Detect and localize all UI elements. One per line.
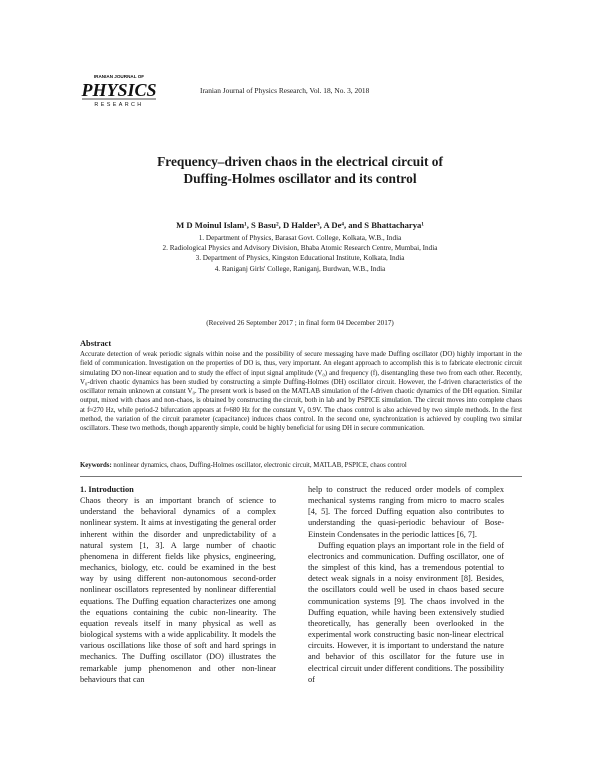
affiliation-4: 4. Raniganj Girls' College, Raniganj, Burdwan, W.B., India	[214, 264, 386, 273]
body-paragraph: Chaos theory is an important branch of science to understand the behavioral dynamics of a complex nonlinear system. It aims at investigating the general order inherent within the disorder and unpredictability of a natural system [1, 3]. A large number of chaotic phenomena in different fields like physics, engineering, mechanics, biology, etc. could be examined in the best way by using different non-autonomous second-order nonlinear oscillators represented by nonlinear differential equations. The Duffing equation characterizes one among the equations containing the cubic non-linearity. The equation reveals itself in many physical as well as biological systems with a wide applicability. It models the various oscillations like those of soft and hard springs in mechanics. The Duffing oscillator (DO) illustrates the remarkable jump phenomenon and other non-linear behaviours that can	[80, 496, 276, 684]
affiliations	[70, 233, 530, 274]
affiliation-3: 3. Department of Physics, Kingston Educational Institute, Kolkata, India	[195, 254, 405, 263]
title-line-1: Frequency–driven chaos in the electrical circuit of	[157, 154, 443, 169]
journal-header: Iranian Journal of Physics Research, Vol. 18, No. 3, 2018	[200, 86, 370, 95]
body-column-right	[308, 484, 504, 685]
keywords	[80, 462, 522, 469]
affiliation-1: 1. Department of Physics, Barasat Govt. College, Kolkata, W.B., India	[198, 234, 402, 242]
section-divider	[80, 476, 522, 477]
logo-bottom-text: RESEARCH	[94, 102, 144, 108]
body-paragraph: Duffing equation plays an important role in the field of electronics and communication. Duffing oscillator, one of the simplest of this kind, has a tremendous potential to detect weak signals in a noisy environment [8]. Besides, the oscillators could well be used in chaos based secure communication systems [9]. The chaos involved in the Duffing equation, while having been extensively studied theoretically, has generally been overlooked in the experimental work constructing basic non-linear electrical circuits. However, it is important to understand the nature and behavior of this oscillator for the future use in electrical circuit under different conditions. The possibility of	[308, 540, 504, 684]
keywords-label: Keywords:	[80, 462, 112, 469]
affiliation-2: 2. Radiological Physics and Advisory Division, Bhaba Atomic Research Centre, Mumbai, India	[162, 244, 438, 253]
body-column-left	[80, 484, 276, 685]
paper-title	[70, 153, 530, 187]
logo-main-text: PHYSICS	[81, 80, 157, 100]
section-heading-introduction: 1. Introduction	[80, 485, 134, 494]
abstract-text: Accurate detection of weak periodic signals within noise and the possibility of secure messaging have made Duffing oscillator (DO) highly important in the field of communication. Investigation on the properties of DO is, thus, very important. An elegant approach to accomplish this is to fabricate electronic circuit simulating DO non-linear equation and to study the effect of input signal amplitude (V₀) and frequency (f), disentangling these two from each other. Recently, V₀-driven chaotic dynamics has been studied by constructing a simple Duffing-Holmes (DH) oscillator circuit. However, the f-driven characteristics of the oscillator remain unknown at constant V₀. The present work is based on the MATLAB simulation of the f-driven chaotic dynamics of the DH equation. Similar output, mixed with chaos and non-chaos, is obtained by constructing the circuit, both in lab and by PSPICE simulation. The circuit moves into complete chaos at f≈270 Hz, while period-2 bifurcation appears at f≈680 Hz for the constant V₀ 0.9V. The chaos control is also achieved by two simple methods. In the first method, the variation of the circuit parameter (capacitance) induces chaos control. In the second one, synchronization is achieved by coupling two similar oscillators. These two methods, though apparently simple, could be highly beneficial for using DH in secure communication.	[80, 351, 522, 433]
keywords-text: nonlinear dynamics, chaos, Duffing-Holmes oscillator, electronic circuit, MATLAB, PSPICE, chaos control	[113, 462, 407, 469]
logo-top-text: IRANIAN JOURNAL OF	[93, 74, 145, 79]
body-paragraph: help to construct the reduced order models of complex mechanical systems ranging from micro to macro scales [4, 5]. The forced Duffing equation also contributes to understanding the quasi-periodic behaviour of Bose-Einstein Condensates in the periodic lattices [6, 7].	[308, 485, 504, 539]
title-line-2: Duffing-Holmes oscillator and its control	[183, 171, 417, 186]
received-dates: (Received 26 September 2017 ; in final form 04 December 2017)	[206, 319, 394, 327]
abstract-heading: Abstract	[80, 339, 112, 348]
author-list: M D Moinul Islam¹, S Basu², D Halder³, A De⁴, and S Bhattacharya¹	[176, 220, 424, 230]
journal-logo	[80, 72, 158, 110]
